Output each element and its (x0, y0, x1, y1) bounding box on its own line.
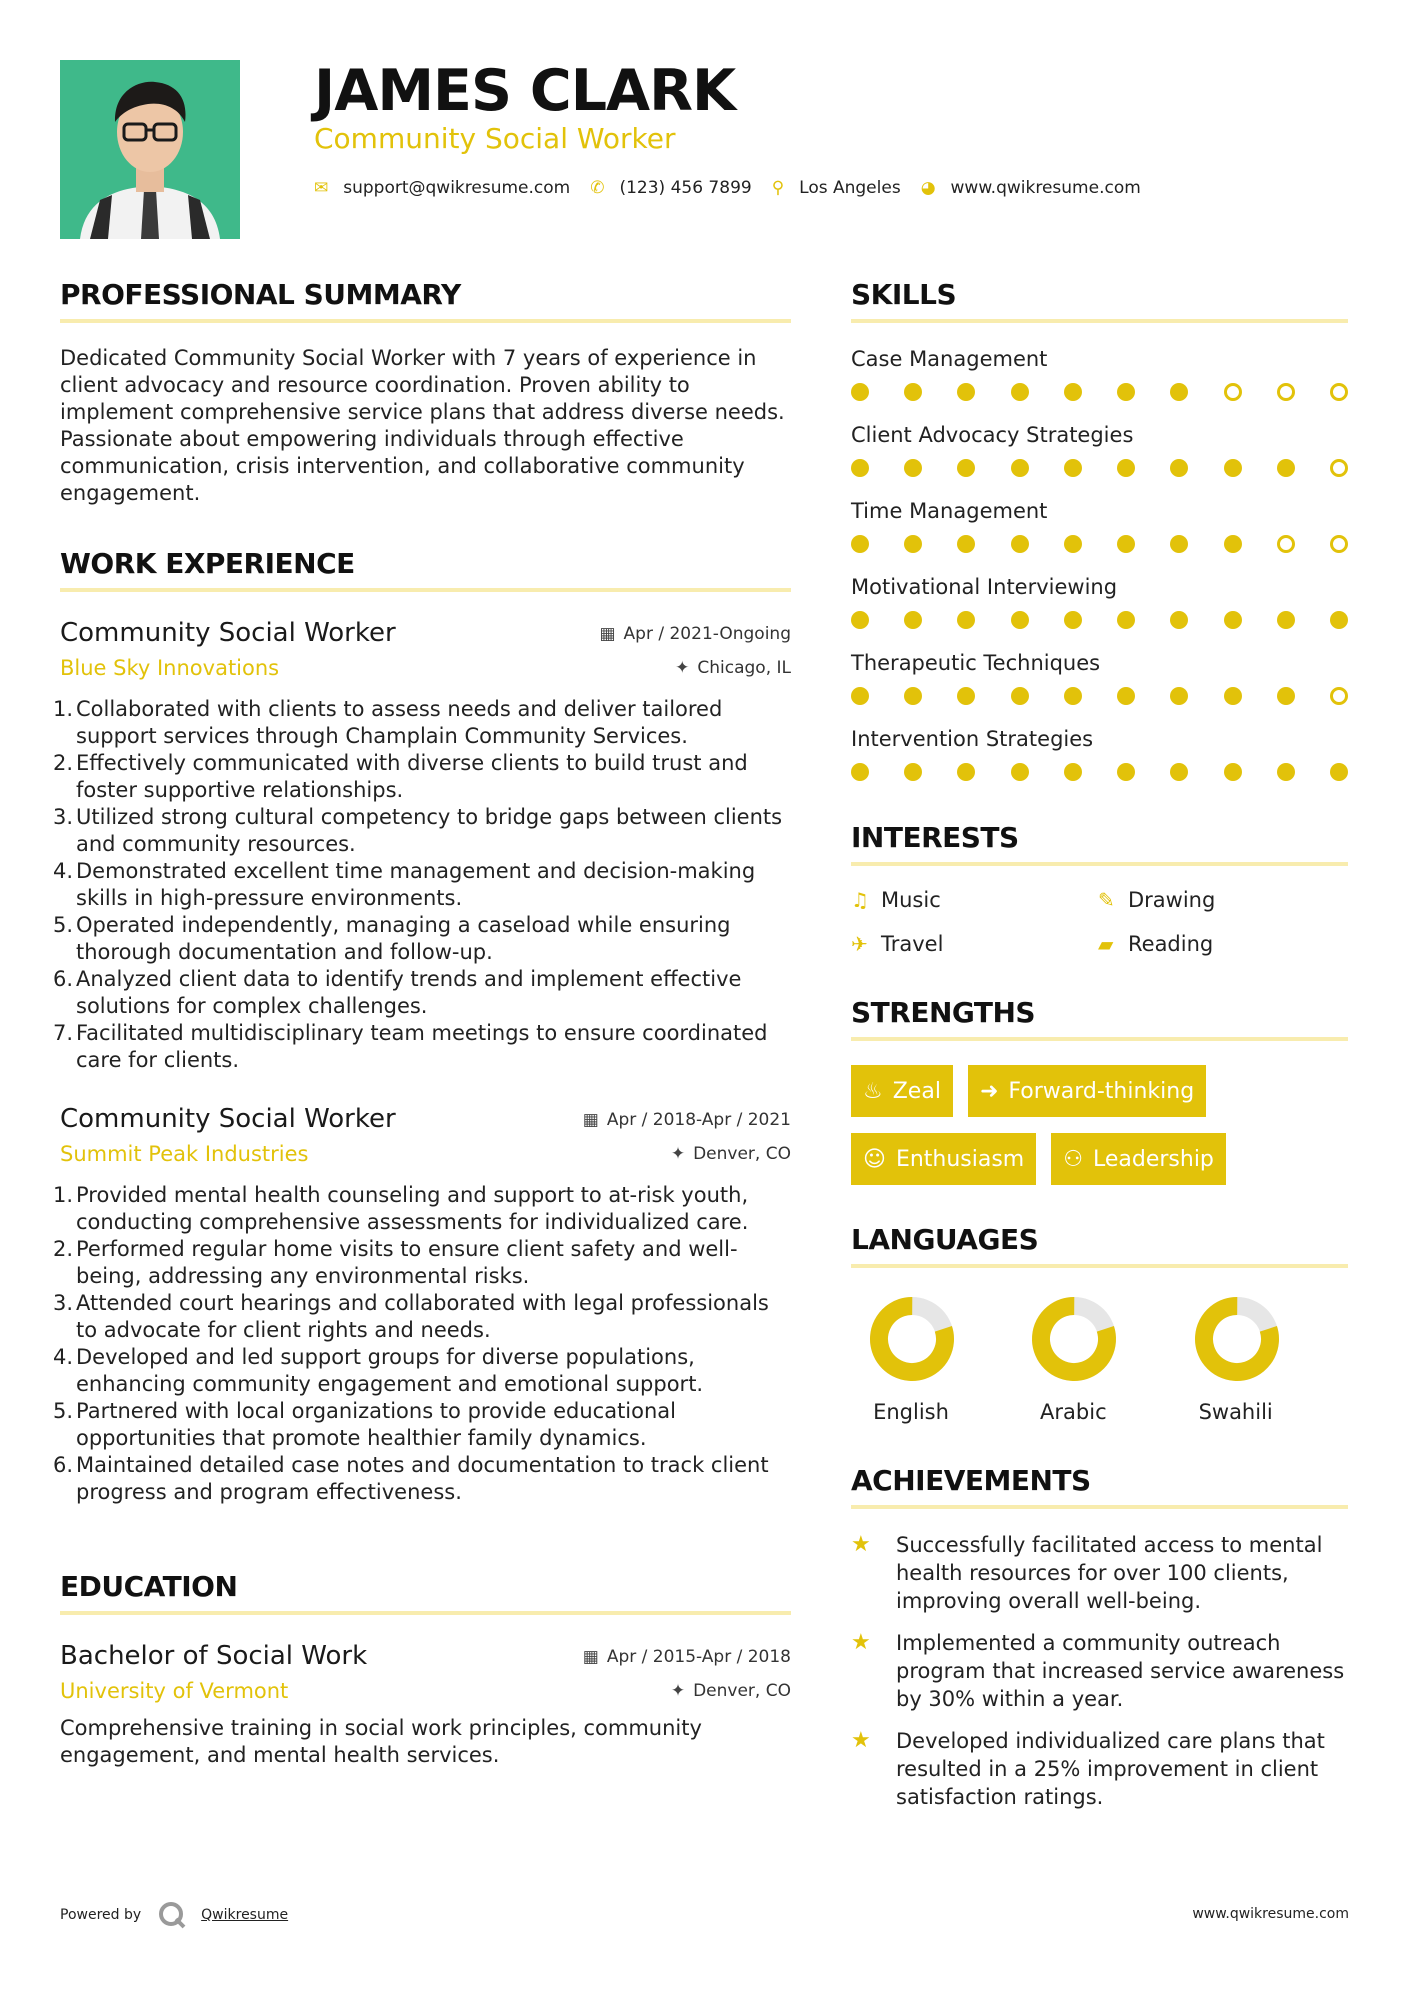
skill-dot-filled (1117, 535, 1135, 553)
star-icon: ★ (851, 1532, 871, 1557)
interests-list (851, 888, 1348, 956)
achievements-list (851, 1531, 1348, 1811)
skill-dot-filled (1064, 535, 1082, 553)
skill-item (851, 347, 1348, 401)
language-label: English (873, 1400, 949, 1424)
skill-dot-filled (1170, 383, 1188, 401)
skill-dot-filled (1277, 611, 1295, 629)
list-item: 1. Collaborated with clients to assess needs and deliver tailored support services through Champlain Community Services. (53, 697, 723, 748)
skill-dot-filled (1117, 459, 1135, 477)
skill-dot-filled (1170, 611, 1188, 629)
powered-by-text: Powered by (60, 1907, 142, 1923)
skills-list (851, 347, 1348, 781)
interest-item: ▰ Reading (1098, 932, 1214, 956)
job-location: Denver, CO (693, 1144, 791, 1164)
strength-tag: ⚇ Leadership (1051, 1133, 1226, 1185)
experience-heading: WORK EXPERIENCE (60, 547, 791, 592)
skill-item (851, 423, 1348, 477)
skill-dot-filled (1170, 535, 1188, 553)
skill-dot-filled (904, 459, 922, 477)
list-item: 2. Effectively communicated with diverse clients to build trust and foster supportive relationships. (53, 751, 748, 802)
skill-dot-filled (1011, 459, 1029, 477)
skill-dot-filled (1224, 611, 1242, 629)
skill-dot-filled (1064, 459, 1082, 477)
list-item: 5. Operated independently, managing a caseload while ensuring thorough documentation and follow-up. (53, 913, 731, 964)
skill-dot-filled (1224, 687, 1242, 705)
skill-item (851, 727, 1348, 781)
candidate-role: Community Social Worker (314, 122, 676, 155)
skill-dot-filled (1011, 763, 1029, 781)
job-date: Apr / 2021-Ongoing (623, 624, 791, 644)
strengths-list (851, 1065, 1348, 1201)
skill-dot-filled (904, 383, 922, 401)
skill-dot-filled (1117, 383, 1135, 401)
job-entry (53, 1104, 791, 1506)
skill-dot-filled (957, 763, 975, 781)
job-bullets (53, 1182, 791, 1506)
list-item: 4. Demonstrated excellent time management and decision-making skills in high-pressure environments. (53, 859, 756, 910)
skill-name: Intervention Strategies (851, 727, 1094, 751)
contact-website[interactable] (921, 178, 1141, 198)
qwikresume-logo-icon (157, 1900, 187, 1930)
skill-item (851, 575, 1348, 629)
phone-icon: ✆ (590, 178, 605, 198)
envelope-icon: ✉ (314, 178, 329, 198)
list-item: 6. Analyzed client data to identify trends and implement effective solutions for complex challenges. (53, 967, 742, 1018)
pencil-icon: ✎ (1098, 888, 1115, 912)
skill-dot-filled (904, 687, 922, 705)
pin-icon: ✦ (670, 1144, 686, 1164)
skill-dot-filled (904, 763, 922, 781)
skill-dot-filled (1117, 611, 1135, 629)
education-date: Apr / 2015-Apr / 2018 (606, 1647, 791, 1667)
school-name: University of Vermont (60, 1679, 289, 1703)
skill-dot-empty (1277, 535, 1295, 553)
left-column (53, 278, 791, 1769)
education-description: Comprehensive training in social work principles, community engagement, and mental health services. (60, 1716, 702, 1767)
education-heading: EDUCATION (60, 1570, 791, 1615)
plane-icon: ✈ (851, 932, 868, 956)
skill-rating (851, 459, 1348, 477)
interest-item: ♫ Music (851, 888, 941, 912)
right-column (851, 278, 1348, 1811)
skill-dot-filled (1064, 383, 1082, 401)
skill-dot-filled (957, 687, 975, 705)
skill-name: Case Management (851, 347, 1048, 371)
language-donut (869, 1296, 955, 1382)
skill-dot-empty (1330, 383, 1348, 401)
skill-dot-filled (851, 763, 869, 781)
skill-dot-filled (1011, 611, 1029, 629)
skill-dot-filled (1224, 535, 1242, 553)
star-icon: ★ (851, 1728, 871, 1753)
skill-dot-filled (1277, 687, 1295, 705)
list-item: 5. Partnered with local organizations to provide educational opportunities that promote healthier family dynamics. (53, 1399, 677, 1450)
interests-heading: INTERESTS (851, 821, 1348, 866)
skill-dot-filled (851, 687, 869, 705)
skill-dot-filled (1224, 459, 1242, 477)
footer-url[interactable]: www.qwikresume.com (1192, 1906, 1349, 1922)
skill-dot-filled (851, 611, 869, 629)
candidate-name: JAMES CLARK (314, 58, 736, 124)
summary-heading: PROFESSIONAL SUMMARY (60, 278, 791, 323)
profile-photo (60, 60, 240, 239)
strength-tag: ♨ Zeal (851, 1065, 953, 1117)
calendar-icon: ▦ (582, 1110, 599, 1130)
list-item: 4. Developed and led support groups for diverse populations, enhancing community engagement and emotional support. (53, 1345, 704, 1396)
fire-icon: ♨ (863, 1078, 883, 1104)
pin-icon: ✦ (670, 1681, 686, 1701)
skill-dot-filled (1170, 687, 1188, 705)
list-item: 1. Provided mental health counseling and support to at-risk youth, conducting comprehensive assessments for individualized care. (53, 1183, 749, 1234)
language-donut (1031, 1296, 1117, 1382)
strength-tag: ☺ Enthusiasm (851, 1133, 1036, 1185)
achievements-heading: ACHIEVEMENTS (851, 1464, 1348, 1509)
skill-dot-filled (1117, 687, 1135, 705)
education-entry (60, 1641, 791, 1769)
job-entry (53, 618, 791, 1074)
skill-dot-empty (1330, 687, 1348, 705)
skill-dot-filled (1011, 687, 1029, 705)
contact-bar (314, 178, 1161, 198)
brand-link[interactable]: Qwikresume (201, 1907, 289, 1923)
list-item: 6. Maintained detailed case notes and documentation to track client progress and program effectiveness. (53, 1453, 769, 1504)
languages-heading: LANGUAGES (851, 1223, 1348, 1268)
summary-text: Dedicated Community Social Worker with 7 years of experience in client advocacy and resource coordination. Proven ability to implement comprehensive service plans that address diverse needs. Passionate about empowering individuals through effective communication, crisis intervention, and collaborative community engagement. (60, 346, 785, 505)
skill-dot-filled (1011, 535, 1029, 553)
achievement-item: ★ Developed individualized care plans that resulted in a 25% improvement in client satisfaction ratings. (851, 1728, 1325, 1809)
skill-dot-filled (957, 459, 975, 477)
list-item: 2. Performed regular home visits to ensure client safety and well-being, addressing any environmental risks. (53, 1237, 738, 1288)
job-bullets (53, 696, 791, 1074)
skill-dot-filled (1117, 763, 1135, 781)
map-marker-icon: ⚲ (771, 178, 785, 198)
job-location: Chicago, IL (697, 658, 791, 678)
skill-dot-filled (851, 459, 869, 477)
list-item: 3. Utilized strong cultural competency to bridge gaps between clients and community resources. (53, 805, 783, 856)
skill-dot-filled (1330, 611, 1348, 629)
skill-dot-filled (1330, 763, 1348, 781)
skill-dot-filled (1064, 763, 1082, 781)
skill-rating (851, 383, 1348, 401)
skill-dot-filled (1170, 763, 1188, 781)
footer-powered-by (60, 1900, 288, 1930)
skill-dot-empty (1330, 535, 1348, 553)
calendar-icon: ▦ (582, 1647, 599, 1667)
degree-title: Bachelor of Social Work (60, 1641, 368, 1671)
job-date: Apr / 2018-Apr / 2021 (606, 1110, 791, 1130)
job-title: Community Social Worker (60, 618, 396, 648)
skill-dot-filled (904, 535, 922, 553)
skill-dot-empty (1330, 459, 1348, 477)
job-title: Community Social Worker (60, 1104, 396, 1134)
skill-dot-filled (1011, 383, 1029, 401)
skill-rating (851, 687, 1348, 705)
skill-item (851, 499, 1348, 553)
interest-item: ✎ Drawing (1098, 888, 1216, 912)
skill-dot-empty (1277, 383, 1295, 401)
skill-dot-filled (851, 383, 869, 401)
pin-icon: ✦ (675, 658, 690, 678)
company-name: Summit Peak Industries (60, 1142, 309, 1166)
list-item: 3. Attended court hearings and collaborated with legal professionals to advocate for client rights and needs. (53, 1291, 769, 1342)
smile-icon: ☺ (863, 1146, 886, 1172)
arrow-right-icon: ➜ (979, 1078, 999, 1104)
skill-dot-filled (851, 535, 869, 553)
skill-rating (851, 763, 1348, 781)
music-icon: ♫ (851, 888, 869, 912)
globe-icon: ◕ (920, 178, 936, 198)
location-text: Los Angeles (799, 178, 901, 198)
skill-dot-filled (957, 383, 975, 401)
contact-phone[interactable] (590, 178, 751, 198)
strength-tag: ➜ Forward-thinking (968, 1065, 1206, 1117)
skill-dot-filled (1064, 611, 1082, 629)
skill-dot-filled (1277, 763, 1295, 781)
achievement-item: ★ Implemented a community outreach program that increased service awareness by 30% within a year. (851, 1630, 1345, 1711)
skill-dot-empty (1224, 383, 1242, 401)
skill-dot-filled (904, 611, 922, 629)
skill-rating (851, 611, 1348, 629)
skill-dot-filled (1277, 459, 1295, 477)
skills-heading: SKILLS (851, 278, 1348, 323)
skill-dot-filled (957, 611, 975, 629)
achievement-item: ★ Successfully facilitated access to mental health resources for over 100 clients, improving overall well-being. (851, 1532, 1323, 1613)
email-text: support@qwikresume.com (343, 178, 571, 198)
contact-location (772, 178, 901, 198)
languages-list (851, 1296, 1348, 1424)
company-name: Blue Sky Innovations (60, 656, 280, 680)
interest-item: ✈ Travel (851, 932, 944, 956)
contact-email[interactable] (314, 178, 570, 198)
skill-name: Therapeutic Techniques (851, 651, 1101, 675)
language-donut (1194, 1296, 1280, 1382)
website-text: www.qwikresume.com (950, 178, 1141, 198)
strengths-heading: STRENGTHS (851, 996, 1348, 1041)
skill-dot-filled (1064, 687, 1082, 705)
education-location: Denver, CO (693, 1681, 791, 1701)
language-label: Swahili (1198, 1400, 1273, 1424)
calendar-icon: ▦ (599, 624, 616, 644)
language-item (1023, 1296, 1185, 1424)
language-label: Arabic (1040, 1400, 1107, 1424)
skill-dot-filled (1224, 763, 1242, 781)
list-item: 7. Facilitated multidisciplinary team meetings to ensure coordinated care for clients. (53, 1021, 768, 1072)
book-icon: ▰ (1098, 932, 1114, 956)
skill-name: Motivational Interviewing (851, 575, 1118, 599)
users-icon: ⚇ (1063, 1146, 1083, 1172)
skill-rating (851, 535, 1348, 553)
star-icon: ★ (851, 1630, 871, 1655)
skill-name: Client Advocacy Strategies (851, 423, 1134, 447)
skill-dot-filled (957, 535, 975, 553)
language-item (1186, 1296, 1348, 1424)
skill-dot-filled (1170, 459, 1188, 477)
phone-text: (123) 456 7899 (619, 178, 752, 198)
skill-item (851, 651, 1348, 705)
skill-name: Time Management (851, 499, 1048, 523)
language-item (861, 1296, 1023, 1424)
